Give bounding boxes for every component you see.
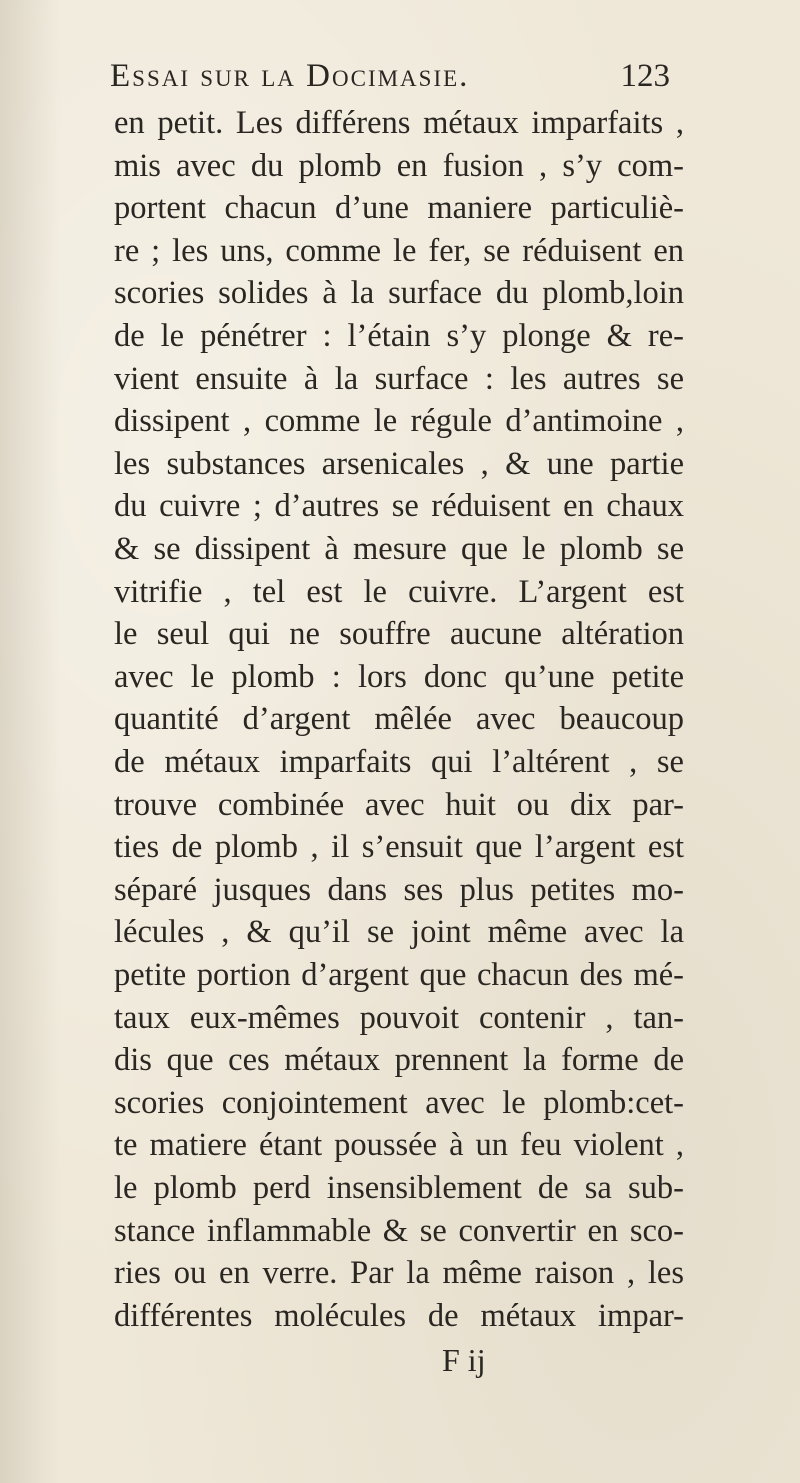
- text-line: vient ensuite à la surface : les autres se: [114, 360, 684, 397]
- text-line: le plomb perd insensiblement de sa sub-: [114, 1170, 684, 1206]
- text-line: dis que ces métaux prennent la forme de: [114, 1042, 684, 1079]
- text-line: les substances arsenicales , & une partie: [114, 445, 684, 482]
- text-line: du cuivre ; d’autres se réduisent en chaux: [114, 488, 684, 525]
- text-line: de métaux imparfaits qui l’altérent , se: [114, 744, 684, 780]
- text-line: de le pénétrer : l’étain s’y plonge & re-: [114, 318, 684, 354]
- text-line: le seul qui ne souffre aucune altération: [114, 616, 684, 653]
- text-line: ries ou en verre. Par la même raison , les: [114, 1255, 684, 1292]
- text-line: différentes molécules de métaux impar-: [114, 1297, 684, 1334]
- text-line: dissipent , comme le régule d’antimoine ,: [114, 403, 684, 440]
- text-line: ties de plomb , il s’ensuit que l’argent est: [114, 829, 684, 866]
- text-line: en petit. Les différens métaux imparfaits ,: [114, 105, 684, 141]
- text-line: re ; les uns, comme le fer, se réduisent en: [114, 232, 684, 269]
- text-line: quantité d’argent mêlée avec beaucoup: [114, 701, 684, 738]
- text-line: trouve combinée avec huit ou dix par-: [114, 786, 684, 823]
- running-head: Essai sur la Docimasie.: [110, 58, 470, 94]
- text-line: scories solides à la surface du plomb,loin: [114, 275, 684, 312]
- text-line: mis avec du plomb en fusion , s’y com-: [114, 147, 684, 184]
- page-edge-shadow: [0, 0, 60, 1483]
- text-line: taux eux-mêmes pouvoit contenir , tan-: [114, 999, 684, 1036]
- text-line: portent chacun d’une maniere particuliè-: [114, 190, 684, 227]
- text-line: & se dissipent à mesure que le plomb se: [114, 531, 684, 567]
- text-line: lécules , & qu’il se joint même avec la: [114, 914, 684, 951]
- text-line: vitrifie , tel est le cuivre. L’argent est: [114, 573, 684, 610]
- text-line: te matiere étant poussée à un feu violent ,: [114, 1127, 684, 1164]
- page-number: 123: [620, 58, 670, 94]
- text-line: scories conjointement avec le plomb:cet-: [114, 1084, 684, 1121]
- text-line: séparé jusques dans ses plus petites mo-: [114, 871, 684, 908]
- signature-mark: F ij: [442, 1342, 486, 1378]
- text-line: stance inflammable & se convertir en sco-: [114, 1212, 684, 1249]
- text-line: petite portion d’argent que chacun des mé-: [114, 957, 684, 993]
- text-line: avec le plomb : lors donc qu’une petite: [114, 658, 684, 695]
